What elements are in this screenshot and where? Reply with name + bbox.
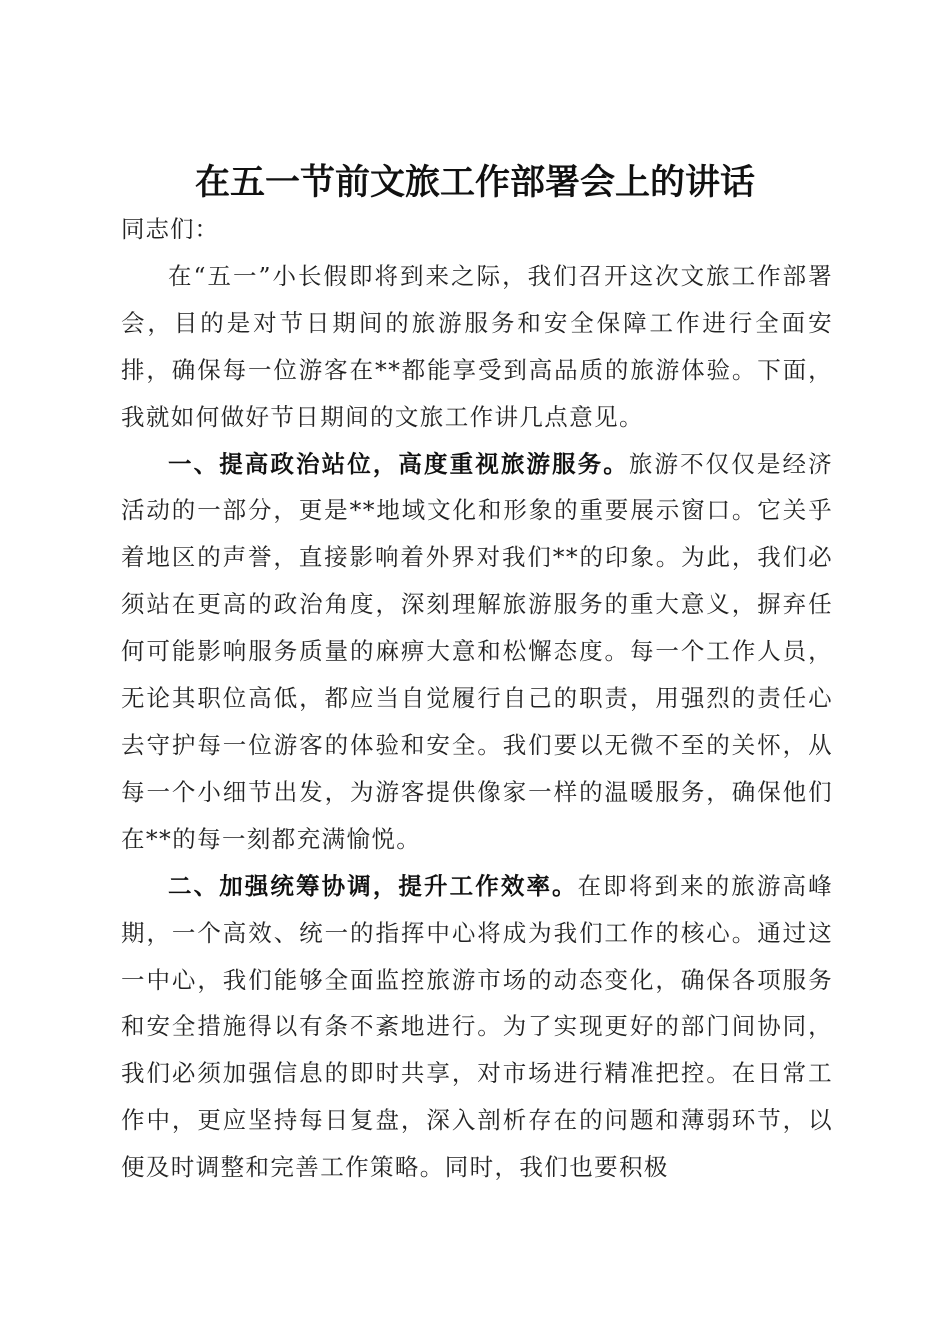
section-heading: 二、加强统筹协调，提升工作效率。: [168, 871, 578, 900]
salutation: 同志们：: [121, 215, 219, 243]
paragraph-intro: [121, 253, 833, 441]
section-heading: 一、提高政治站位，高度重视旅游服务。: [168, 449, 629, 478]
paragraph-section-1: [121, 441, 833, 863]
document-title: 在五一节前文旅工作部署会上的讲话: [194, 162, 755, 204]
document-body: [121, 206, 833, 1191]
paragraph-text: 在“五一”小长假即将到来之际，我们召开这次文旅工作部署会，目的是对节日期间的旅游服务和安全保障工作进行全面安排，确保每一位游客在**都能享受到高品质的旅游体验。下面，我就如何做好节日期间的文旅工作讲几点意见。: [121, 261, 833, 431]
paragraph-section-2: [121, 863, 833, 1191]
paragraph-text: 旅游不仅仅是经济活动的一部分，更是**地域文化和形象的重要展示窗口。它关乎着地区的声誉，直接影响着外界对我们**的印象。为此，我们必须站在更高的政治角度，深刻理解旅游服务的重大意义，摒弃任何可能影响服务质量的麻痹大意和松懈态度。每一个工作人员，无论其职位高低，都应当自觉履行自己的职责，用强烈的责任心去守护每一位游客的体验和安全。我们要以无微不至的关怀，从每一个小细节出发，为游客提供像家一样的温暖服务，确保他们在**的每一刻都充满愉悦。: [121, 449, 834, 853]
paragraph-text: 在即将到来的旅游高峰期，一个高效、统一的指挥中心将成为我们工作的核心。通过这一中心，我们能够全面监控旅游市场的动态变化，确保各项服务和安全措施得以有条不紊地进行。为了实现更好的部门间协同，我们必须加强信息的即时共享，对市场进行精准把控。在日常工作中，更应坚持每日复盘，深入剖析存在的问题和薄弱环节，以便及时调整和完善工作策略。同时，我们也要积极: [121, 871, 834, 1182]
